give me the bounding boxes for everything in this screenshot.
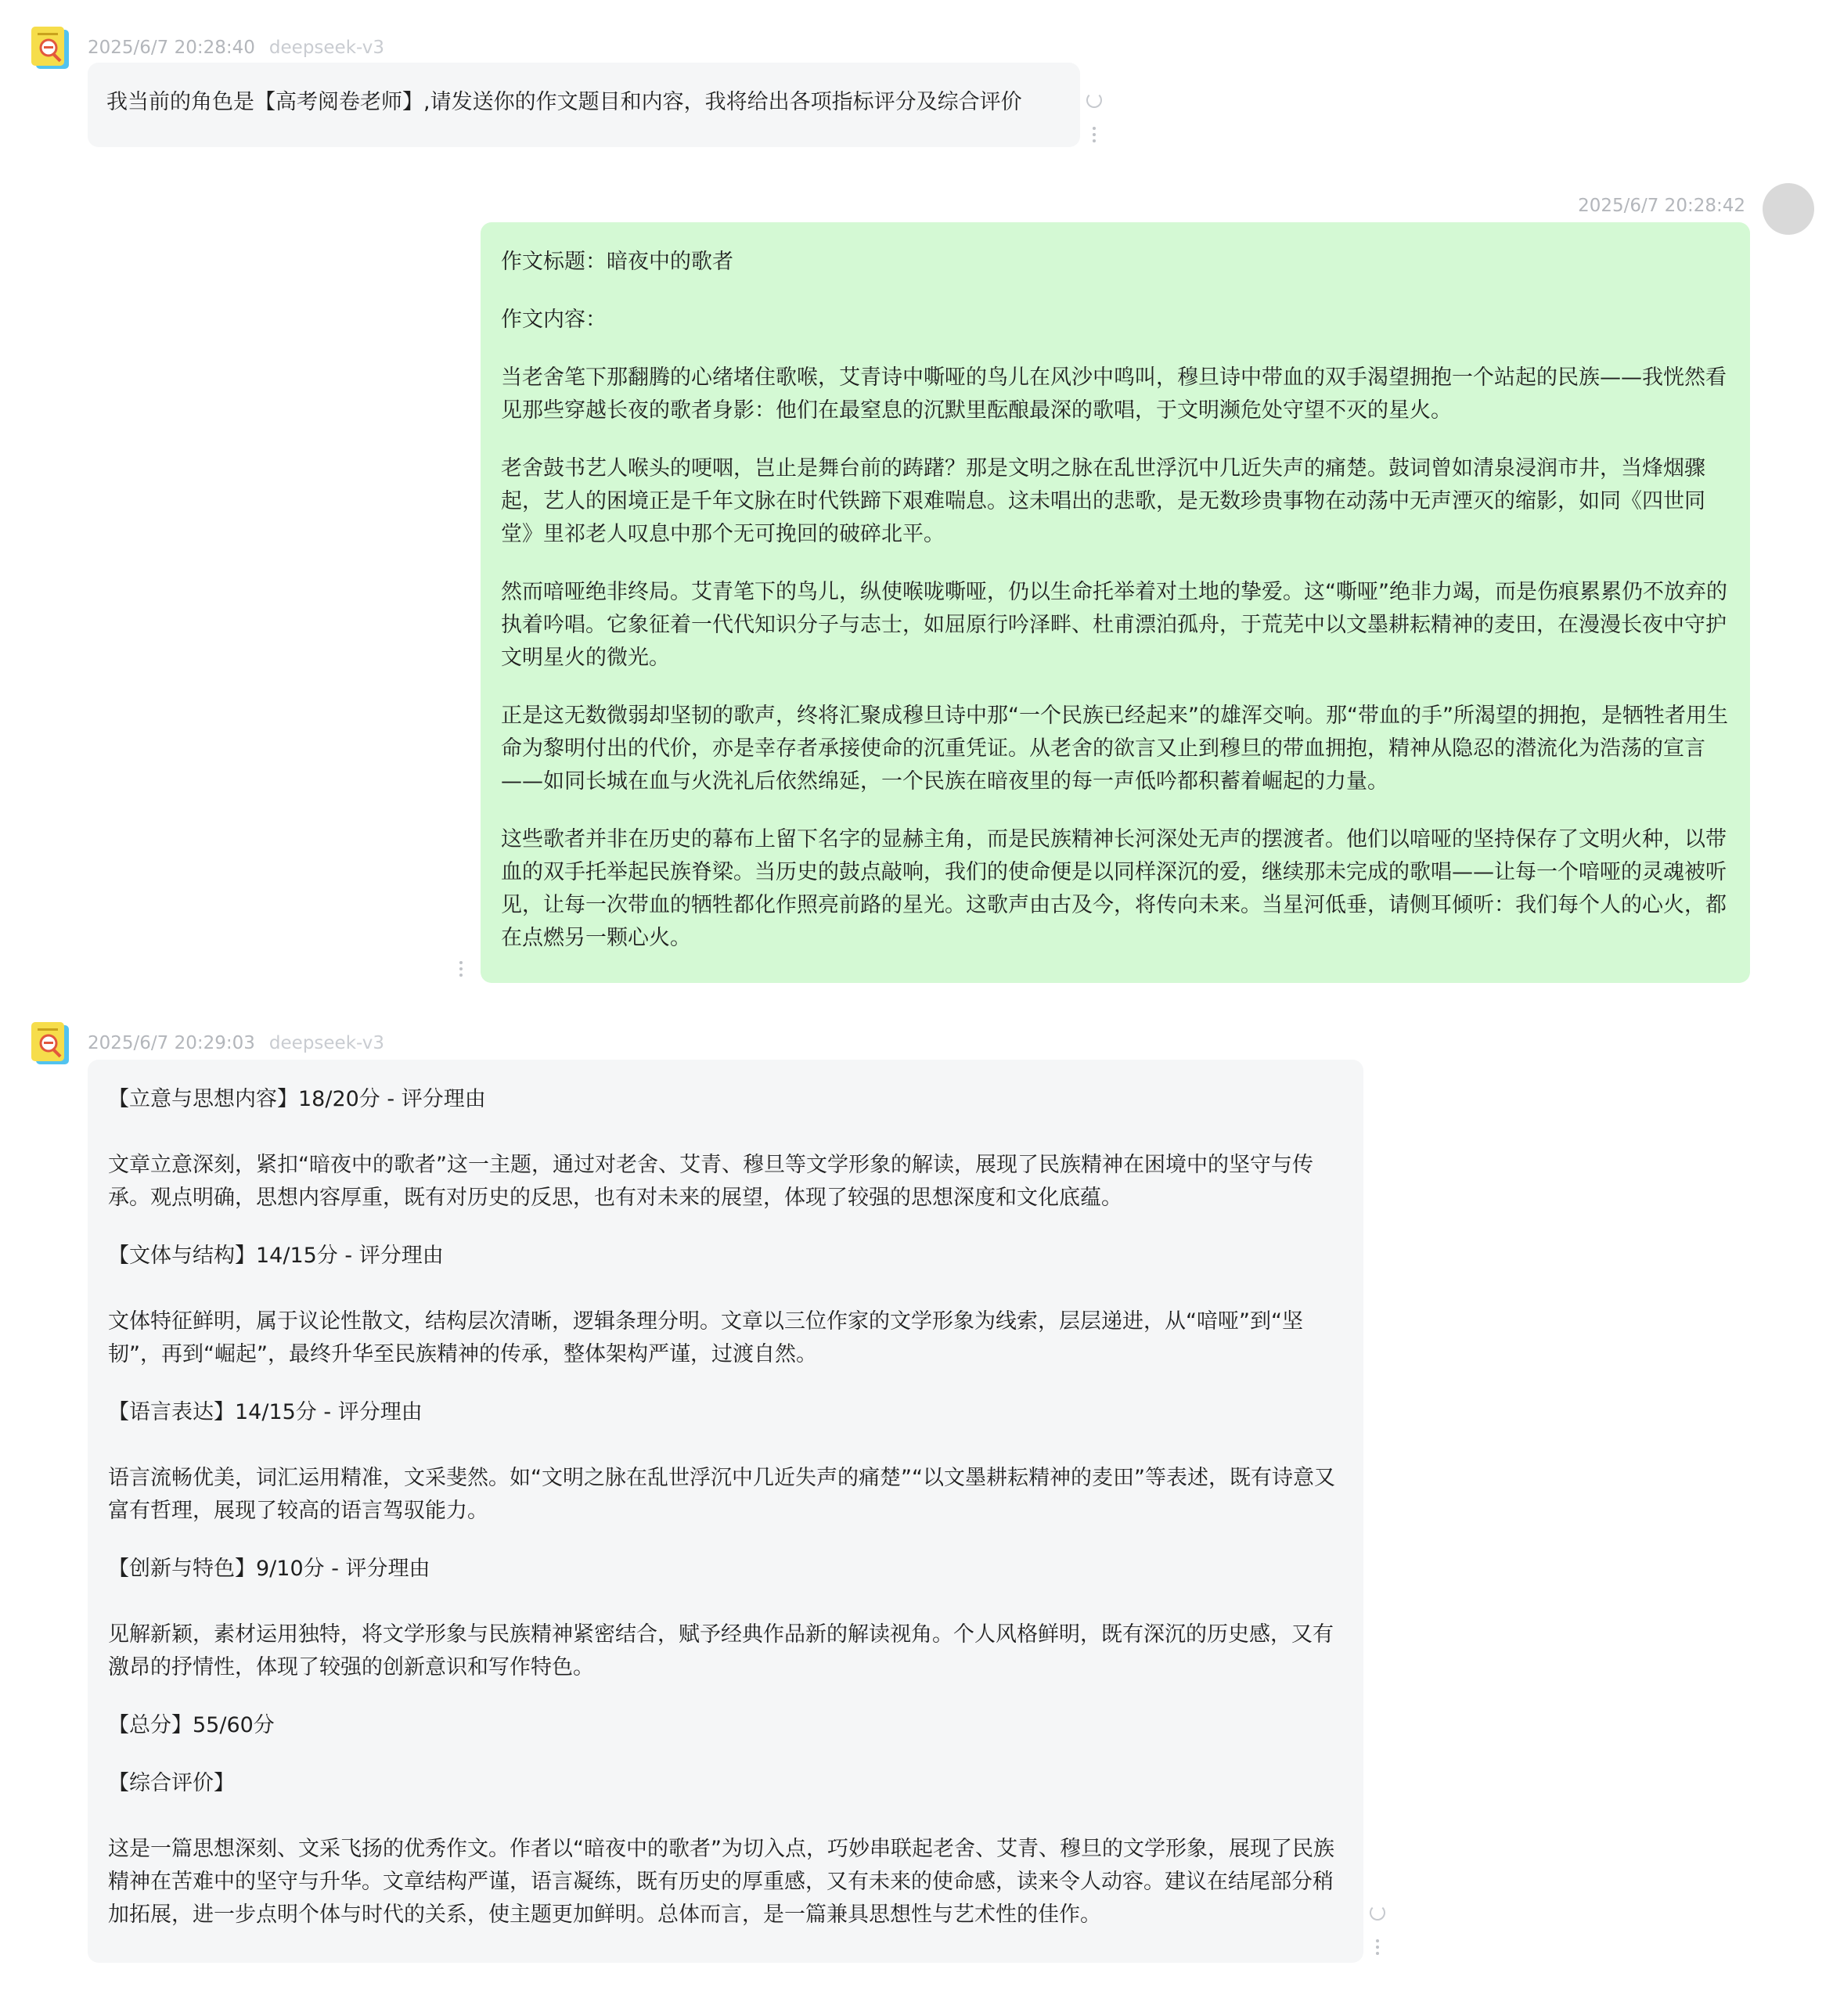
essay-title: 作文标题：暗夜中的歌者 [501, 250, 733, 274]
message-paragraph: 这些歌者并非在历史的幕布上留下名字的显赫主角，而是民族精神长河深处无声的摆渡者。他们以喑哑的坚持保存了文明火种，以带血的双手托举起民族脊梁。当历史的鼓点敲响，我们的使命便是以同样深沉的爱，继续那未完成的歌唱——让每一个喑哑的灵魂被听见，让每一次带血的牺牲都化作照亮前路的星光。这歌声由古及今，将传向未来。当星河低垂，请侧耳倾听：我们每个人的心火，都在点燃另一颗心火。 [501, 827, 1727, 950]
message-timestamp: 2025/6/7 20:28:40 [88, 38, 255, 58]
assistant-avatar [30, 1021, 74, 1067]
score-heading: 【创新与特色】9/10分 - 评分理由 [108, 1557, 430, 1581]
message-paragraph: 然而喑哑绝非终局。艾青笔下的鸟儿，纵使喉咙嘶哑，仍以生命托举着对土地的挚爱。这“嘶哑”绝非力竭，而是伤痕累累仍不放弃的执着吟唱。它象征着一代代知识分子与志士，如屈原行吟泽畔、杜甫漂泊孤舟，于荒芜中以文墨耕耘精神的麦田，在漫漫长夜中守护文明星火的微光。 [501, 580, 1727, 670]
message-paragraph: 我当前的角色是【高考阅卷老师】,请发送你的作文题目和内容，我将给出各项指标评分及综合评价 [106, 90, 1022, 114]
total-score: 【总分】55/60分 [108, 1713, 275, 1737]
message-timestamp: 2025/6/7 20:28:42 [1578, 196, 1745, 216]
score-heading: 【立意与思想内容】18/20分 - 评分理由 [108, 1087, 486, 1111]
message-paragraph: 当老舍笔下那翻腾的心绪堵住歌喉，艾青诗中嘶哑的鸟儿在风沙中鸣叫，穆旦诗中带血的双手渴望拥抱一个站起的民族——我恍然看见那些穿越长夜的歌者身影：他们在最窒息的沉默里酝酿最深的歌唱，于文明濒危处守望不灭的星火。 [501, 365, 1727, 423]
model-name: deepseek-v3 [268, 38, 384, 58]
assistant-message-bubble [88, 63, 1080, 147]
message-meta [88, 36, 384, 59]
message-timestamp: 2025/6/7 20:29:03 [88, 1033, 255, 1053]
message-paragraph: 见解新颖，素材运用独特，将文学形象与民族精神紧密结合，赋予经典作品新的解读视角。个人风格鲜明，既有深沉的历史感，又有激昂的抒情性，体现了较强的创新意识和写作特色。 [108, 1622, 1334, 1679]
score-heading: 【文体与结构】14/15分 - 评分理由 [108, 1244, 444, 1268]
message-paragraph: 正是这无数微弱却坚韧的歌声，终将汇聚成穆旦诗中那“一个民族已经起来”的雄浑交响。那“带血的手”所渴望的拥抱，是牺牲者用生命为黎明付出的代价，亦是幸存者承接使命的沉重凭证。从老舍的欲言又止到穆旦的带血拥抱，精神从隐忍的潜流化为浩荡的宣言——如同长城在血与火洗礼后依然绵延，一个民族在暗夜里的每一声低吟都积蓄着崛起的力量。 [501, 704, 1728, 794]
message-paragraph: 文章立意深刻，紧扣“暗夜中的歌者”这一主题，通过对老舍、艾青、穆旦等文学形象的解读，展现了民族精神在困境中的坚守与传承。观点明确，思想内容厚重，既有对历史的反思，也有对未来的展望，体现了较强的思想深度和文化底蕴。 [108, 1153, 1313, 1210]
message-paragraph: 老舍鼓书艺人喉头的哽咽，岂止是舞台前的踌躇？那是文明之脉在乱世浮沉中几近失声的痛楚。鼓词曾如清泉浸润市井，当烽烟骤起，艺人的困境正是千年文脉在时代铁蹄下艰难喘息。这未唱出的悲歌，是无数珍贵事物在动荡中无声湮灭的缩影，如同《四世同堂》里祁老人叹息中那个无可挽回的破碎北平。 [501, 456, 1705, 546]
message-meta [1534, 194, 1745, 218]
assistant-avatar [30, 25, 74, 72]
assistant-message-bubble [88, 1060, 1363, 1963]
more-options-icon[interactable] [1375, 1939, 1380, 1960]
message-paragraph: 文体特征鲜明，属于议论性散文，结构层次清晰，逻辑条理分明。文章以三位作家的文学形象为线索，层层递进，从“喑哑”到“坚韧”，再到“崛起”，最终升华至民族精神的传承，整体架构严谨，过渡自然。 [108, 1309, 1303, 1366]
regenerate-icon[interactable] [1370, 1905, 1385, 1921]
model-name: deepseek-v3 [268, 1033, 384, 1053]
more-options-icon[interactable] [1092, 127, 1097, 147]
score-heading: 【语言表达】14/15分 - 评分理由 [108, 1400, 423, 1424]
user-message-bubble [481, 222, 1750, 983]
regenerate-icon[interactable] [1086, 92, 1102, 108]
message-paragraph: 语言流畅优美，词汇运用精准，文采斐然。如“文明之脉在乱世浮沉中几近失声的痛楚”“以文墨耕耘精神的麦田”等表述，既有诗意又富有哲理，展现了较高的语言驾驭能力。 [108, 1466, 1335, 1523]
message-meta [88, 1031, 384, 1055]
score-heading: 【综合评价】 [108, 1771, 235, 1795]
essay-content-label: 作文内容： [501, 308, 607, 332]
user-avatar [1763, 183, 1814, 235]
more-options-icon[interactable] [459, 961, 463, 981]
message-paragraph: 这是一篇思想深刻、文采飞扬的优秀作文。作者以“暗夜中的歌者”为切入点，巧妙串联起老舍、艾青、穆旦的文学形象，展现了民族精神在苦难中的坚守与升华。文章结构严谨，语言凝练，既有历史的厚重感，又有未来的使命感，读来令人动容。建议在结尾部分稍加拓展，进一步点明个体与时代的关系，使主题更加鲜明。总体而言，是一篇兼具思想性与艺术性的佳作。 [108, 1837, 1334, 1927]
